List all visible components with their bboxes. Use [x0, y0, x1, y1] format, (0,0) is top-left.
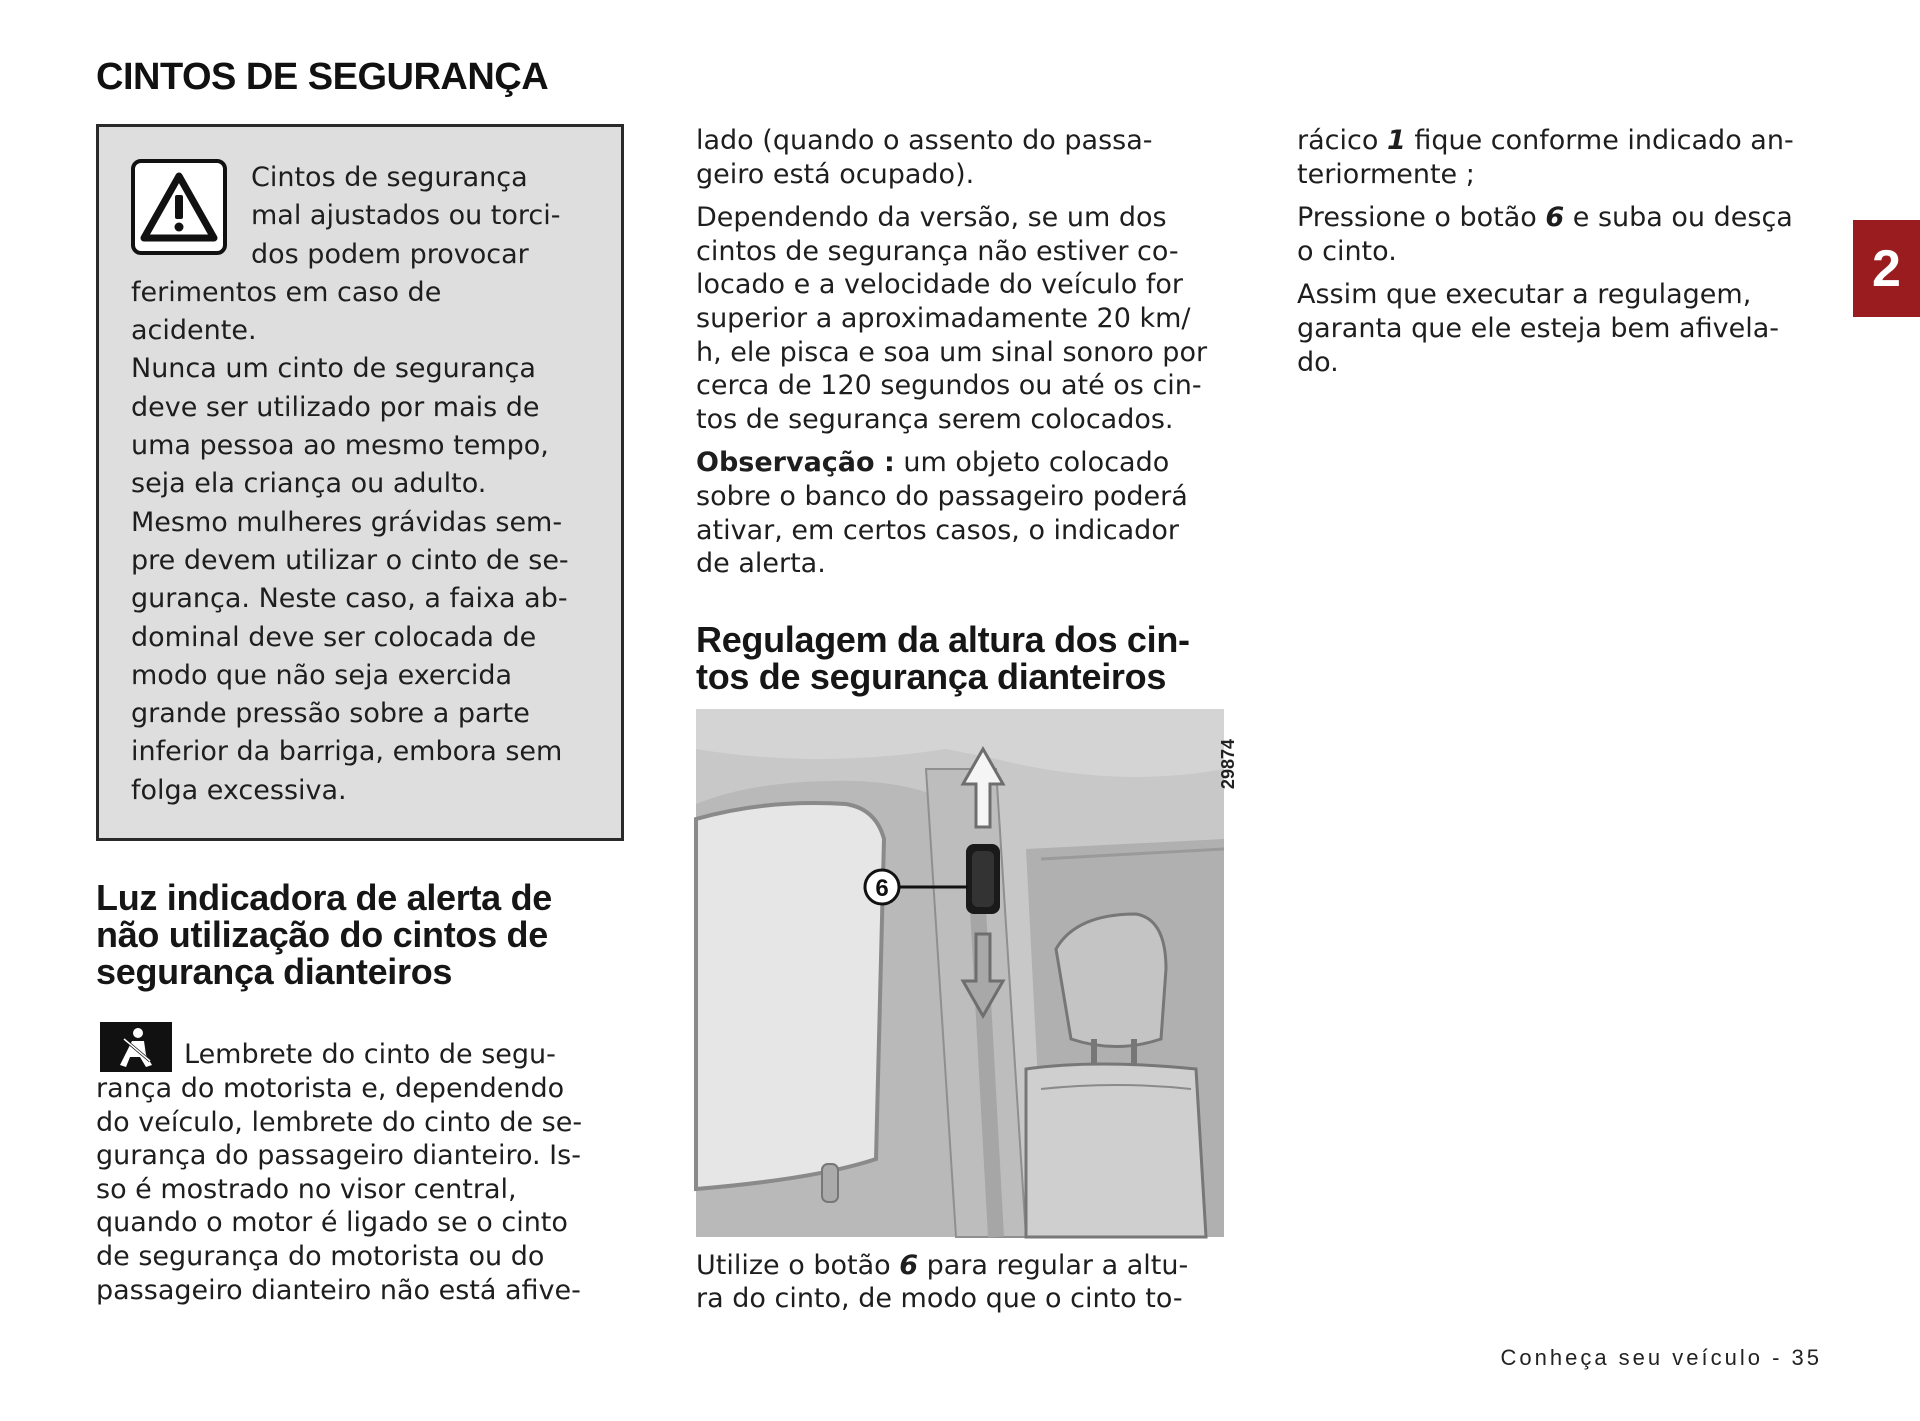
paragraph-press-button	[1297, 201, 1837, 268]
warning-line: modo que não seja exercida	[131, 659, 513, 691]
page-footer: Conheça seu veículo - 35	[1500, 1345, 1822, 1370]
text-line: ra do cinto, de modo que o cinto to-	[696, 1283, 1183, 1315]
warning-line: dominal deve ser colocada de	[131, 621, 537, 653]
heading-line: Regulagem da altura dos cin-	[696, 618, 1190, 660]
text-line: h, ele pisca e soa um sinal sonoro por	[696, 336, 1208, 368]
warning-triangle-icon	[139, 171, 219, 243]
note-paragraph	[696, 446, 1232, 580]
belt-ref: 1	[1386, 125, 1406, 156]
button-ref: 6	[899, 1249, 919, 1281]
text-line: sobre o banco do passageiro poderá	[696, 480, 1188, 512]
paragraph-version-alert	[696, 201, 1232, 436]
heading-line: não utilização do cintos de	[96, 914, 548, 956]
column-right	[1297, 124, 1837, 379]
indicator-line: do veículo, lembrete do cinto de se-	[96, 1106, 583, 1138]
heading-line: segurança dianteiros	[96, 951, 453, 993]
section-heading-height-adjust	[696, 618, 1232, 697]
text-line: garanta que ele esteja bem afivela-	[1297, 312, 1779, 344]
warning-line: pre devem utilizar o cinto de se-	[131, 544, 569, 576]
paragraph-continued	[696, 124, 1232, 191]
warning-line: uma pessoa ao mesmo tempo,	[131, 430, 549, 462]
text-line: Dependendo da versão, se um dos	[696, 202, 1167, 234]
indicator-line: gurança do passageiro dianteiro. Is-	[96, 1140, 581, 1172]
text-line: locado e a velocidade do veículo for	[696, 269, 1183, 301]
text-line: o cinto.	[1297, 235, 1397, 267]
indicator-line: so é mostrado no visor central,	[96, 1173, 517, 1205]
warning-line: Nunca um cinto de segurança	[131, 353, 536, 385]
warning-line: deve ser utilizado por mais de	[131, 391, 540, 423]
indicator-paragraph	[96, 1016, 624, 1307]
indicator-line: quando o motor é ligado se o cinto	[96, 1207, 568, 1239]
chapter-tab: 2	[1853, 220, 1920, 317]
page-title: CINTOS DE SEGURANÇA	[96, 56, 549, 98]
text-line: do.	[1297, 346, 1339, 378]
heading-line: Luz indicadora de alerta de	[96, 877, 553, 919]
section-heading-alert-light	[96, 877, 624, 993]
figure-caption	[696, 1249, 1232, 1316]
warning-line: seja ela criança ou adulto.	[131, 468, 487, 500]
paragraph-continued	[1297, 124, 1837, 191]
text-line: ativar, em certos casos, o indicador	[696, 514, 1179, 546]
indicator-line: Lembrete do cinto de segu-	[184, 1039, 556, 1071]
text-part: e suba ou desça	[1564, 202, 1793, 234]
warning-line: Cintos de segurança	[251, 162, 528, 193]
heading-line: tos de segurança dianteiros	[696, 655, 1167, 697]
text-line: cerca de 120 segundos ou até os cin-	[696, 370, 1202, 402]
seatbelt-height-figure	[696, 709, 1238, 1237]
car-interior-illustration	[696, 709, 1224, 1237]
column-middle	[696, 124, 1238, 1316]
paragraph-after-adjust	[1297, 278, 1837, 379]
note-label: Observação :	[696, 447, 895, 479]
text-part: Pressione o botão	[1297, 202, 1546, 234]
column-left	[96, 124, 624, 1307]
text-line: de alerta.	[696, 548, 826, 580]
text-line: Assim que executar a regulagem,	[1297, 279, 1752, 311]
text-line: tos de segurança serem colocados.	[696, 403, 1174, 435]
text-line: geiro está ocupado).	[696, 158, 975, 190]
text-line: superior a aproximadamente 20 km/	[696, 302, 1191, 334]
text-line: lado (quando o assento do passa-	[696, 125, 1153, 156]
warning-icon-frame	[131, 159, 227, 255]
caption-text: para regular a altu-	[918, 1249, 1189, 1281]
warning-line: grande pressão sobre a parte	[131, 698, 530, 730]
indicator-line: de segurança do motorista ou do	[96, 1241, 545, 1273]
indicator-line: rança do motorista e, dependendo	[96, 1073, 565, 1105]
note-text: um objeto colocado	[894, 447, 1170, 479]
text-line	[1297, 201, 1837, 235]
text-part: fique conforme indicado an-	[1405, 125, 1794, 156]
warning-line: Mesmo mulheres grávidas sem-	[131, 506, 563, 538]
warning-line: inferior da barriga, embora sem	[131, 736, 563, 768]
warning-line: folga excessiva.	[131, 774, 347, 806]
button-ref: 6	[1545, 202, 1565, 234]
warning-line: ferimentos em caso de	[131, 276, 442, 308]
caption-text: Utilize o botão	[696, 1249, 900, 1281]
warning-line: dos podem provocar	[251, 238, 529, 270]
indicator-line: passageiro dianteiro não está afive-	[96, 1274, 581, 1306]
warning-line: acidente.	[131, 315, 257, 347]
text-part: rácico	[1297, 125, 1387, 156]
warning-box	[96, 124, 624, 841]
text-line: teriormente ;	[1297, 158, 1475, 190]
figure-code: 29874	[1218, 738, 1238, 789]
text-line	[696, 446, 1232, 480]
text-line: cintos de segurança não estiver co-	[696, 235, 1179, 267]
seatbelt-warning-icon	[100, 1022, 172, 1072]
warning-line: gurança. Neste caso, a faixa ab-	[131, 583, 568, 615]
warning-line: mal ajustados ou torci-	[251, 200, 561, 232]
text-line	[1297, 124, 1837, 158]
text-line	[696, 1249, 1232, 1283]
callout-number: 6	[875, 874, 889, 902]
